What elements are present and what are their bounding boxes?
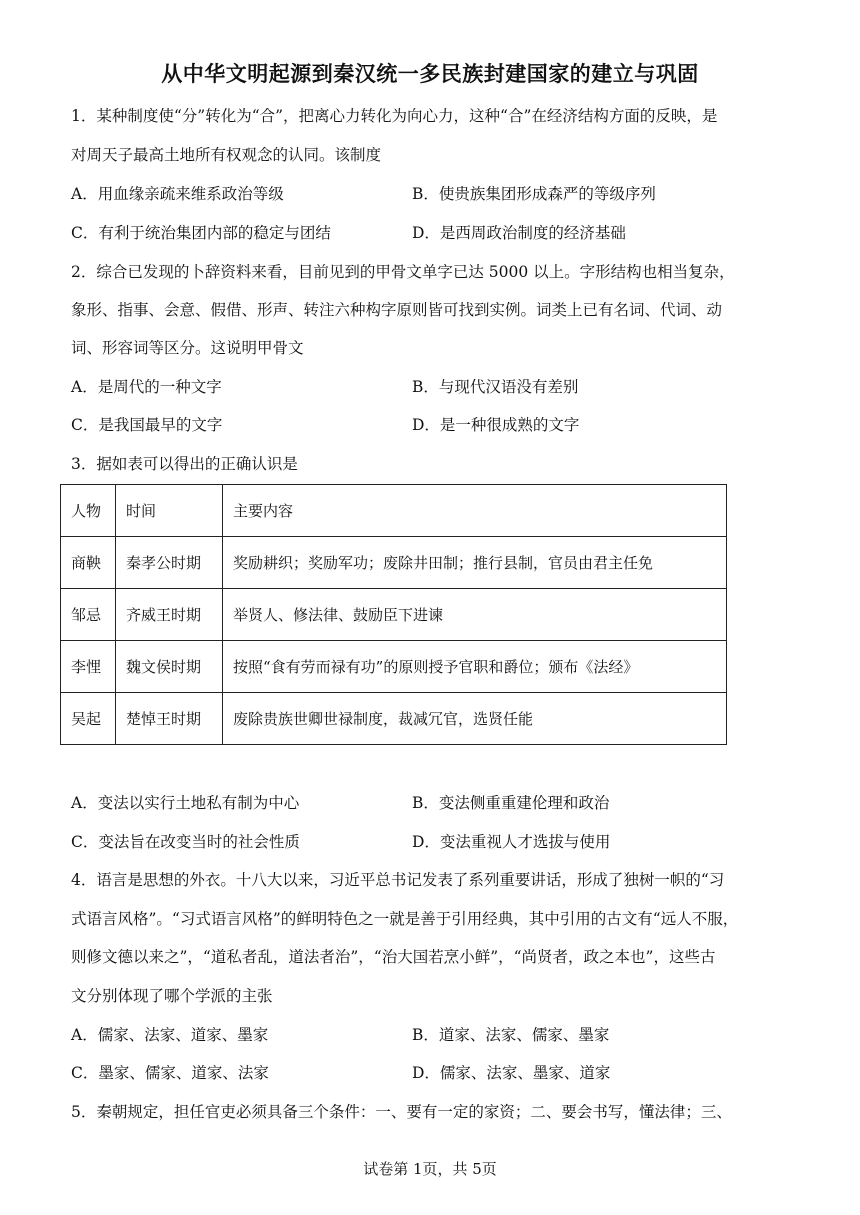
q4-option-d: D．儒家、法家、墨家、道家 <box>412 1064 611 1082</box>
table-cell: 吴起 <box>61 693 116 745</box>
table-cell: 李悝 <box>61 641 116 693</box>
q1-option-c: C．有利于统治集团内部的稳定与团结 <box>71 224 331 242</box>
q5-stem-line-1: 5．秦朝规定，担任官吏必须具备三个条件：一、要有一定的家资；二、要会书写，懂法律；三、 <box>71 1103 732 1121</box>
table-cell: 废除贵族世卿世禄制度，裁减冗官，选贤任能 <box>223 693 727 745</box>
q4-option-b: B．道家、法家、儒家、墨家 <box>412 1026 610 1044</box>
table-cell: 魏文侯时期 <box>116 641 223 693</box>
q4-stem-line-2: 式语言风格”。“习式语言风格”的鲜明特色之一就是善于引用经典，其中引用的古文有“远人不服， <box>71 910 739 928</box>
q2-stem-line-2: 象形、指事、会意、假借、形声、转注六种构字原则皆可找到实例。词类上已有名词、代词、动 <box>71 301 723 319</box>
q2-option-d: D．是一种很成熟的文字 <box>412 416 580 434</box>
q1-option-b: B．使贵族集团形成森严的等级序列 <box>412 185 656 203</box>
table-cell: 按照“食有劳而禄有功”的原则授予官职和爵位；颁布《法经》 <box>223 641 727 693</box>
table-header-cell: 主要内容 <box>223 485 727 537</box>
table-row <box>61 537 727 589</box>
q3-option-a: A．变法以实行土地私有制为中心 <box>71 794 300 812</box>
q3-option-c: C．变法旨在改变当时的社会性质 <box>71 833 300 851</box>
q2-stem-line-3: 词、形容词等区分。这说明甲骨文 <box>71 339 304 357</box>
table-cell: 秦孝公时期 <box>116 537 223 589</box>
table-cell: 齐威王时期 <box>116 589 223 641</box>
table-row <box>61 641 727 693</box>
q2-option-b: B．与现代汉语没有差别 <box>412 378 579 396</box>
q1-stem-line-2: 对周天子最高土地所有权观念的认同。该制度 <box>71 146 382 164</box>
table-cell: 楚悼王时期 <box>116 693 223 745</box>
q4-option-a: A．儒家、法家、道家、墨家 <box>71 1026 269 1044</box>
q2-option-c: C．是我国最早的文字 <box>71 416 223 434</box>
page-title: 从中华文明起源到秦汉统一多民族封建国家的建立与巩固 <box>161 62 699 86</box>
table-row <box>61 693 727 745</box>
table-cell: 奖励耕织；奖励军功；废除井田制；推行县制，官员由君主任免 <box>223 537 727 589</box>
table-cell: 举贤人、修法律、鼓励臣下进谏 <box>223 589 727 641</box>
q1-option-d: D．是西周政治制度的经济基础 <box>412 224 626 242</box>
q1-option-a: A．用血缘亲疏来维系政治等级 <box>71 185 284 203</box>
q4-stem-line-1: 4．语言是思想的外衣。十八大以来，习近平总书记发表了系列重要讲话，形成了独树一帜的“习 <box>71 871 725 889</box>
q3-option-b: B．变法侧重重建伦理和政治 <box>412 794 610 812</box>
table-cell: 商鞅 <box>61 537 116 589</box>
q4-stem-line-4: 文分别体现了哪个学派的主张 <box>71 987 273 1005</box>
table-row <box>61 589 727 641</box>
q1-stem-line-1: 1．某种制度使“分”转化为“合”，把离心力转化为向心力，这种“合”在经济结构方面的反映，是 <box>71 107 718 125</box>
q2-option-a: A．是周代的一种文字 <box>71 378 222 396</box>
table-header-cell: 人物 <box>61 485 116 537</box>
q2-stem-line-1: 2．综合已发现的卜辞资料来看，目前见到的甲骨文单字已达 5000 以上。字形结构也相当复杂， <box>71 263 735 281</box>
q4-option-c: C．墨家、儒家、道家、法家 <box>71 1064 269 1082</box>
table-header-cell: 时间 <box>116 485 223 537</box>
q3-option-d: D．变法重视人才选拔与使用 <box>412 833 611 851</box>
q3-stem-line-1: 3．据如表可以得出的正确认识是 <box>71 455 298 473</box>
table-cell: 邹忌 <box>61 589 116 641</box>
q4-stem-line-3: 则修文德以来之”，“道私者乱，道法者治”，“治大国若烹小鲜”，“尚贤者，政之本也”，这些古 <box>71 948 716 966</box>
page-footer: 试卷第 1页，共 5页 <box>363 1160 497 1178</box>
table-header-row <box>61 485 727 537</box>
reform-table <box>60 484 727 745</box>
